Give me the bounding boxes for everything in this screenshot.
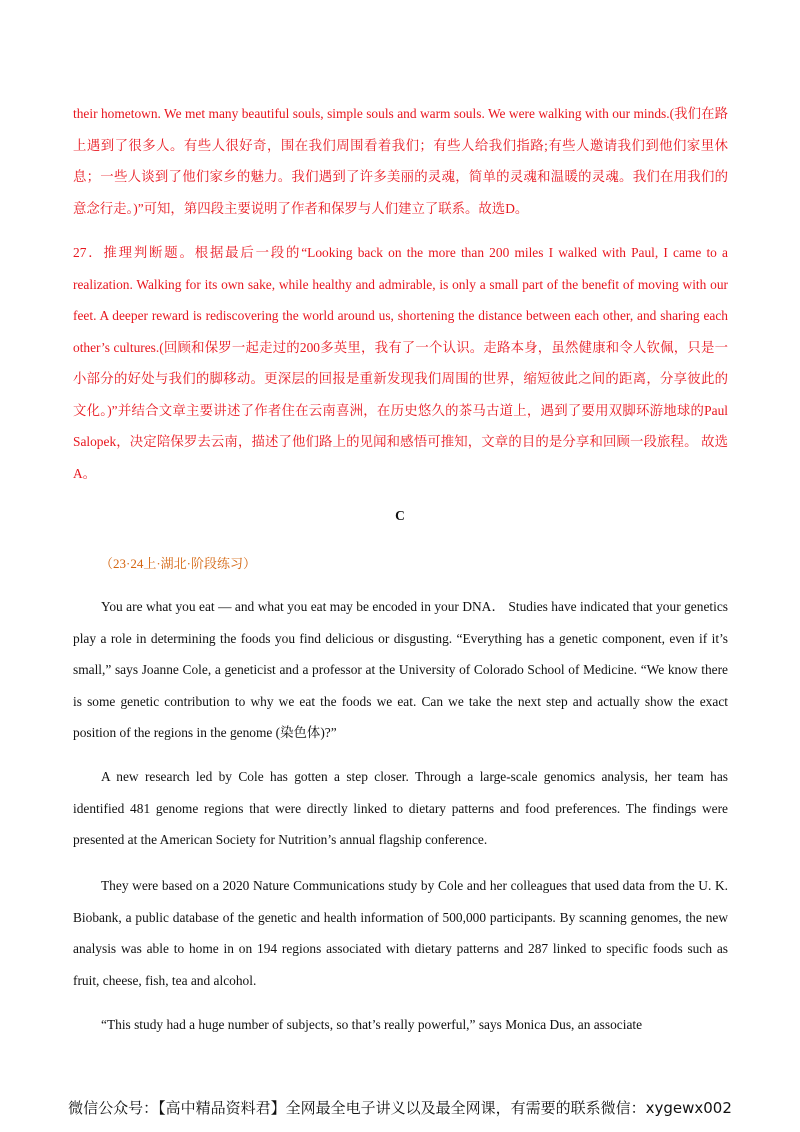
footer-watermark: 微信公众号：【高中精品资料君】全网最全电子讲义以及最全网课，有需要的联系微信：xygewx002 (68, 1099, 732, 1117)
answer-26-explanation-tail: their hometown. We met many beautiful souls, simple souls and warm souls. We were walking with our minds.(我们在路上遇到了很多人。有些人很好奇，围在我们周围看着我们；有些人给我们指路;有些人邀请我们到他们家里休息；一些人谈到了他们家乡的魅力。我们遇到了许多美丽的灵魂，简单的灵魂和温暖的灵魂。我们在用我们的意念行走。)”可知，第四段主要说明了作者和保罗与人们建立了联系。故选D。 (73, 106, 728, 216)
passage-paragraph-4: “This study had a huge number of subjects, so that’s really powerful,” says Monica Dus, an associate (101, 1017, 643, 1032)
section-heading: C (395, 508, 405, 523)
passage-paragraph-1: You are what you eat — and what you eat may be encoded in your DNA． Studies have indicated that your genetics play a role in determining the foods you find delicious or disgusting. “Everything has a genetic component, even if it’s small,” says Joanne Cole, a geneticist and a professor at the University of Colorado School of Medicine. “We know there is some genetic contribution to why we eat the foods we eat. Can we take the next step and actually show the exact position of the regions in the genome (染色体)?” (73, 599, 728, 740)
passage-paragraph-2: A new research led by Cole has gotten a step closer. Through a large-scale genomics analysis, her team has identified 481 genome regions that were directly linked to dietary patterns and food preferences. The findings were presented at the American Society for Nutrition’s annual flagship conference. (73, 769, 728, 847)
passage-paragraph-3: They were based on a 2020 Nature Communications study by Cole and her colleagues that used data from the U. K. Biobank, a public database of the genetic and health information of 500,000 participants. By scanning genomes, the new analysis was able to home in on 194 regions associated with dietary patterns and 287 linked to specific foods such as fruit, cheese, fish, tea and alcohol. (73, 878, 728, 988)
answer-27-explanation: 27．推理判断题。根据最后一段的“Looking back on the more than 200 miles I walked with Paul, I came to a realization. Walking for its own sake, while healthy and admirable, is only a small part of the benefit of moving with our feet. A deeper reward is rediscovering the world around us, shortening the distance between each other, and sharing each other’s cultures.(回顾和保罗一起走过的200多英里，我有了一个认识。走路本身，虽然健康和令人钦佩，只是一小部分的好处与我们的脚移动。更深层的回报是重新发现我们周围的世界，缩短彼此之间的距离，分享彼此的文化。)”并结合文章主要讲述了作者住在云南喜洲，在历史悠久的茶马古道上，遇到了要用双脚环游地球的Paul Salopek，决定陪保罗去云南，描述了他们路上的见闻和感悟可推知，文章的目的是分享和回顾一段旅程。 故选A。 (73, 245, 728, 481)
source-tag: （23·24上·湖北·阶段练习） (100, 556, 256, 571)
